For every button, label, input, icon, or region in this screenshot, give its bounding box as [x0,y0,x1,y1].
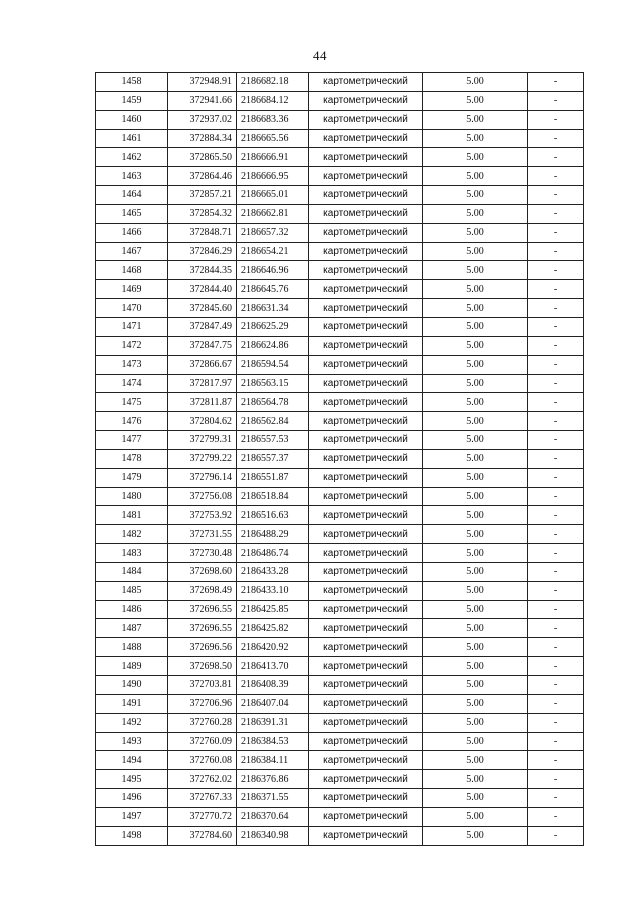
table-row [96,657,584,676]
accuracy-cell: 5.00 [423,600,528,619]
note-cell: - [528,562,584,581]
x-coordinate-cell: 372844.35 [168,261,237,280]
note-cell: - [528,223,584,242]
table-row [96,242,584,261]
table-row [96,600,584,619]
accuracy-cell: 5.00 [423,374,528,393]
method-cell: картометрический [309,186,423,205]
method-cell: картометрический [309,412,423,431]
x-coordinate-cell: 372760.09 [168,732,237,751]
point-number-cell: 1463 [96,167,168,186]
accuracy-cell: 5.00 [423,676,528,695]
x-coordinate-cell: 372847.49 [168,317,237,336]
note-cell: - [528,317,584,336]
note-cell: - [528,789,584,808]
point-number-cell: 1460 [96,110,168,129]
y-coordinate-cell: 2186666.91 [237,148,309,167]
accuracy-cell: 5.00 [423,393,528,412]
table-row [96,713,584,732]
accuracy-cell: 5.00 [423,694,528,713]
method-cell: картометрический [309,506,423,525]
accuracy-cell: 5.00 [423,525,528,544]
method-cell: картометрический [309,807,423,826]
note-cell: - [528,713,584,732]
y-coordinate-cell: 2186433.10 [237,581,309,600]
table-row [96,280,584,299]
method-cell: картометрический [309,638,423,657]
y-coordinate-cell: 2186563.15 [237,374,309,393]
method-cell: картометрический [309,299,423,318]
point-number-cell: 1494 [96,751,168,770]
x-coordinate-cell: 372703.81 [168,676,237,695]
table-row [96,468,584,487]
point-number-cell: 1465 [96,204,168,223]
x-coordinate-cell: 372770.72 [168,807,237,826]
point-number-cell: 1469 [96,280,168,299]
y-coordinate-cell: 2186666.95 [237,167,309,186]
method-cell: картометрический [309,826,423,845]
accuracy-cell: 5.00 [423,261,528,280]
table-row [96,525,584,544]
x-coordinate-cell: 372696.56 [168,638,237,657]
x-coordinate-cell: 372698.49 [168,581,237,600]
method-cell: картометрический [309,487,423,506]
method-cell: картометрический [309,525,423,544]
table-row [96,581,584,600]
table-row [96,676,584,695]
note-cell: - [528,506,584,525]
x-coordinate-cell: 372760.28 [168,713,237,732]
point-number-cell: 1477 [96,431,168,450]
point-number-cell: 1472 [96,336,168,355]
table-row [96,412,584,431]
point-number-cell: 1474 [96,374,168,393]
method-cell: картометрический [309,544,423,563]
table-row [96,204,584,223]
point-number-cell: 1495 [96,770,168,789]
point-number-cell: 1462 [96,148,168,167]
table-row [96,299,584,318]
method-cell: картометрический [309,676,423,695]
accuracy-cell: 5.00 [423,242,528,261]
note-cell: - [528,374,584,393]
note-cell: - [528,826,584,845]
note-cell: - [528,732,584,751]
note-cell: - [528,148,584,167]
y-coordinate-cell: 2186384.11 [237,751,309,770]
table-row [96,751,584,770]
table-row [96,789,584,808]
method-cell: картометрический [309,204,423,223]
method-cell: картометрический [309,148,423,167]
y-coordinate-cell: 2186631.34 [237,299,309,318]
method-cell: картометрический [309,280,423,299]
table-row [96,91,584,110]
accuracy-cell: 5.00 [423,638,528,657]
note-cell: - [528,694,584,713]
accuracy-cell: 5.00 [423,468,528,487]
note-cell: - [528,581,584,600]
y-coordinate-cell: 2186518.84 [237,487,309,506]
method-cell: картометрический [309,468,423,487]
accuracy-cell: 5.00 [423,449,528,468]
method-cell: картометрический [309,355,423,374]
method-cell: картометрический [309,600,423,619]
x-coordinate-cell: 372846.29 [168,242,237,261]
accuracy-cell: 5.00 [423,619,528,638]
x-coordinate-cell: 372804.62 [168,412,237,431]
y-coordinate-cell: 2186371.55 [237,789,309,808]
table-row [96,694,584,713]
accuracy-cell: 5.00 [423,657,528,676]
method-cell: картометрический [309,789,423,808]
note-cell: - [528,600,584,619]
method-cell: картометрический [309,317,423,336]
y-coordinate-cell: 2186684.12 [237,91,309,110]
x-coordinate-cell: 372811.87 [168,393,237,412]
x-coordinate-cell: 372753.92 [168,506,237,525]
x-coordinate-cell: 372884.34 [168,129,237,148]
note-cell: - [528,110,584,129]
table-row [96,317,584,336]
table-row [96,167,584,186]
y-coordinate-cell: 2186657.32 [237,223,309,242]
accuracy-cell: 5.00 [423,167,528,186]
table-row [96,73,584,92]
note-cell: - [528,336,584,355]
accuracy-cell: 5.00 [423,336,528,355]
method-cell: картометрический [309,581,423,600]
point-number-cell: 1470 [96,299,168,318]
accuracy-cell: 5.00 [423,581,528,600]
note-cell: - [528,204,584,223]
note-cell: - [528,449,584,468]
y-coordinate-cell: 2186486.74 [237,544,309,563]
x-coordinate-cell: 372844.40 [168,280,237,299]
note-cell: - [528,657,584,676]
y-coordinate-cell: 2186624.86 [237,336,309,355]
point-number-cell: 1464 [96,186,168,205]
point-number-cell: 1458 [96,73,168,92]
y-coordinate-cell: 2186384.53 [237,732,309,751]
accuracy-cell: 5.00 [423,807,528,826]
method-cell: картометрический [309,374,423,393]
note-cell: - [528,431,584,450]
accuracy-cell: 5.00 [423,355,528,374]
method-cell: картометрический [309,713,423,732]
accuracy-cell: 5.00 [423,826,528,845]
y-coordinate-cell: 2186665.56 [237,129,309,148]
coordinates-table [95,72,584,846]
note-cell: - [528,355,584,374]
point-number-cell: 1482 [96,525,168,544]
y-coordinate-cell: 2186408.39 [237,676,309,695]
y-coordinate-cell: 2186662.81 [237,204,309,223]
x-coordinate-cell: 372865.50 [168,148,237,167]
accuracy-cell: 5.00 [423,317,528,336]
point-number-cell: 1476 [96,412,168,431]
table-row [96,148,584,167]
point-number-cell: 1475 [96,393,168,412]
accuracy-cell: 5.00 [423,280,528,299]
x-coordinate-cell: 372698.50 [168,657,237,676]
accuracy-cell: 5.00 [423,506,528,525]
note-cell: - [528,619,584,638]
point-number-cell: 1459 [96,91,168,110]
point-number-cell: 1485 [96,581,168,600]
y-coordinate-cell: 2186654.21 [237,242,309,261]
note-cell: - [528,186,584,205]
y-coordinate-cell: 2186413.70 [237,657,309,676]
x-coordinate-cell: 372696.55 [168,619,237,638]
method-cell: картометрический [309,242,423,261]
point-number-cell: 1479 [96,468,168,487]
y-coordinate-cell: 2186407.04 [237,694,309,713]
coordinates-table-body [96,73,584,846]
x-coordinate-cell: 372784.60 [168,826,237,845]
y-coordinate-cell: 2186557.37 [237,449,309,468]
table-row [96,506,584,525]
point-number-cell: 1487 [96,619,168,638]
table-row [96,431,584,450]
table-row [96,487,584,506]
x-coordinate-cell: 372857.21 [168,186,237,205]
y-coordinate-cell: 2186551.87 [237,468,309,487]
x-coordinate-cell: 372696.55 [168,600,237,619]
point-number-cell: 1488 [96,638,168,657]
table-row [96,261,584,280]
note-cell: - [528,807,584,826]
accuracy-cell: 5.00 [423,751,528,770]
y-coordinate-cell: 2186645.76 [237,280,309,299]
y-coordinate-cell: 2186516.63 [237,506,309,525]
method-cell: картометрический [309,732,423,751]
accuracy-cell: 5.00 [423,129,528,148]
method-cell: картометрический [309,393,423,412]
note-cell: - [528,129,584,148]
x-coordinate-cell: 372817.97 [168,374,237,393]
note-cell: - [528,242,584,261]
method-cell: картометрический [309,751,423,770]
accuracy-cell: 5.00 [423,148,528,167]
point-number-cell: 1481 [96,506,168,525]
x-coordinate-cell: 372845.60 [168,299,237,318]
method-cell: картометрический [309,449,423,468]
method-cell: картометрический [309,694,423,713]
point-number-cell: 1497 [96,807,168,826]
point-number-cell: 1466 [96,223,168,242]
method-cell: картометрический [309,619,423,638]
point-number-cell: 1491 [96,694,168,713]
x-coordinate-cell: 372864.46 [168,167,237,186]
point-number-cell: 1480 [96,487,168,506]
accuracy-cell: 5.00 [423,770,528,789]
point-number-cell: 1486 [96,600,168,619]
point-number-cell: 1473 [96,355,168,374]
point-number-cell: 1467 [96,242,168,261]
table-row [96,129,584,148]
accuracy-cell: 5.00 [423,91,528,110]
x-coordinate-cell: 372760.08 [168,751,237,770]
x-coordinate-cell: 372799.31 [168,431,237,450]
method-cell: картометрический [309,223,423,242]
x-coordinate-cell: 372854.32 [168,204,237,223]
y-coordinate-cell: 2186425.82 [237,619,309,638]
note-cell: - [528,525,584,544]
y-coordinate-cell: 2186391.31 [237,713,309,732]
table-row [96,732,584,751]
accuracy-cell: 5.00 [423,431,528,450]
point-number-cell: 1483 [96,544,168,563]
note-cell: - [528,167,584,186]
x-coordinate-cell: 372848.71 [168,223,237,242]
y-coordinate-cell: 2186433.28 [237,562,309,581]
accuracy-cell: 5.00 [423,110,528,129]
page-number: 44 [313,48,327,63]
table-row [96,110,584,129]
note-cell: - [528,393,584,412]
accuracy-cell: 5.00 [423,223,528,242]
x-coordinate-cell: 372730.48 [168,544,237,563]
x-coordinate-cell: 372731.55 [168,525,237,544]
accuracy-cell: 5.00 [423,713,528,732]
y-coordinate-cell: 2186340.98 [237,826,309,845]
y-coordinate-cell: 2186665.01 [237,186,309,205]
x-coordinate-cell: 372796.14 [168,468,237,487]
y-coordinate-cell: 2186425.85 [237,600,309,619]
point-number-cell: 1489 [96,657,168,676]
note-cell: - [528,770,584,789]
note-cell: - [528,73,584,92]
point-number-cell: 1496 [96,789,168,808]
table-row [96,374,584,393]
y-coordinate-cell: 2186683.36 [237,110,309,129]
table-row [96,638,584,657]
table-row [96,336,584,355]
y-coordinate-cell: 2186557.53 [237,431,309,450]
x-coordinate-cell: 372847.75 [168,336,237,355]
method-cell: картометрический [309,110,423,129]
method-cell: картометрический [309,261,423,280]
table-row [96,826,584,845]
note-cell: - [528,299,584,318]
y-coordinate-cell: 2186488.29 [237,525,309,544]
accuracy-cell: 5.00 [423,487,528,506]
point-number-cell: 1493 [96,732,168,751]
point-number-cell: 1461 [96,129,168,148]
x-coordinate-cell: 372866.67 [168,355,237,374]
note-cell: - [528,468,584,487]
y-coordinate-cell: 2186594.54 [237,355,309,374]
note-cell: - [528,544,584,563]
x-coordinate-cell: 372941.66 [168,91,237,110]
method-cell: картометрический [309,562,423,581]
table-row [96,562,584,581]
table-row [96,449,584,468]
point-number-cell: 1492 [96,713,168,732]
note-cell: - [528,751,584,770]
accuracy-cell: 5.00 [423,789,528,808]
x-coordinate-cell: 372706.96 [168,694,237,713]
accuracy-cell: 5.00 [423,544,528,563]
point-number-cell: 1484 [96,562,168,581]
accuracy-cell: 5.00 [423,412,528,431]
note-cell: - [528,261,584,280]
x-coordinate-cell: 372767.33 [168,789,237,808]
table-row [96,393,584,412]
table-row [96,355,584,374]
method-cell: картометрический [309,431,423,450]
note-cell: - [528,487,584,506]
method-cell: картометрический [309,129,423,148]
table-row [96,807,584,826]
method-cell: картометрический [309,73,423,92]
point-number-cell: 1468 [96,261,168,280]
accuracy-cell: 5.00 [423,299,528,318]
y-coordinate-cell: 2186376.86 [237,770,309,789]
method-cell: картометрический [309,770,423,789]
y-coordinate-cell: 2186564.78 [237,393,309,412]
table-row [96,544,584,563]
y-coordinate-cell: 2186625.29 [237,317,309,336]
x-coordinate-cell: 372937.02 [168,110,237,129]
table-row [96,770,584,789]
note-cell: - [528,638,584,657]
point-number-cell: 1490 [96,676,168,695]
accuracy-cell: 5.00 [423,186,528,205]
note-cell: - [528,91,584,110]
y-coordinate-cell: 2186420.92 [237,638,309,657]
y-coordinate-cell: 2186682.18 [237,73,309,92]
y-coordinate-cell: 2186370.64 [237,807,309,826]
accuracy-cell: 5.00 [423,204,528,223]
x-coordinate-cell: 372799.22 [168,449,237,468]
y-coordinate-cell: 2186646.96 [237,261,309,280]
accuracy-cell: 5.00 [423,732,528,751]
note-cell: - [528,412,584,431]
note-cell: - [528,676,584,695]
y-coordinate-cell: 2186562.84 [237,412,309,431]
point-number-cell: 1471 [96,317,168,336]
accuracy-cell: 5.00 [423,562,528,581]
x-coordinate-cell: 372756.08 [168,487,237,506]
method-cell: картометрический [309,167,423,186]
note-cell: - [528,280,584,299]
method-cell: картометрический [309,336,423,355]
x-coordinate-cell: 372948.91 [168,73,237,92]
point-number-cell: 1478 [96,449,168,468]
table-row [96,619,584,638]
accuracy-cell: 5.00 [423,73,528,92]
x-coordinate-cell: 372698.60 [168,562,237,581]
method-cell: картометрический [309,91,423,110]
method-cell: картометрический [309,657,423,676]
table-row [96,186,584,205]
table-row [96,223,584,242]
point-number-cell: 1498 [96,826,168,845]
x-coordinate-cell: 372762.02 [168,770,237,789]
